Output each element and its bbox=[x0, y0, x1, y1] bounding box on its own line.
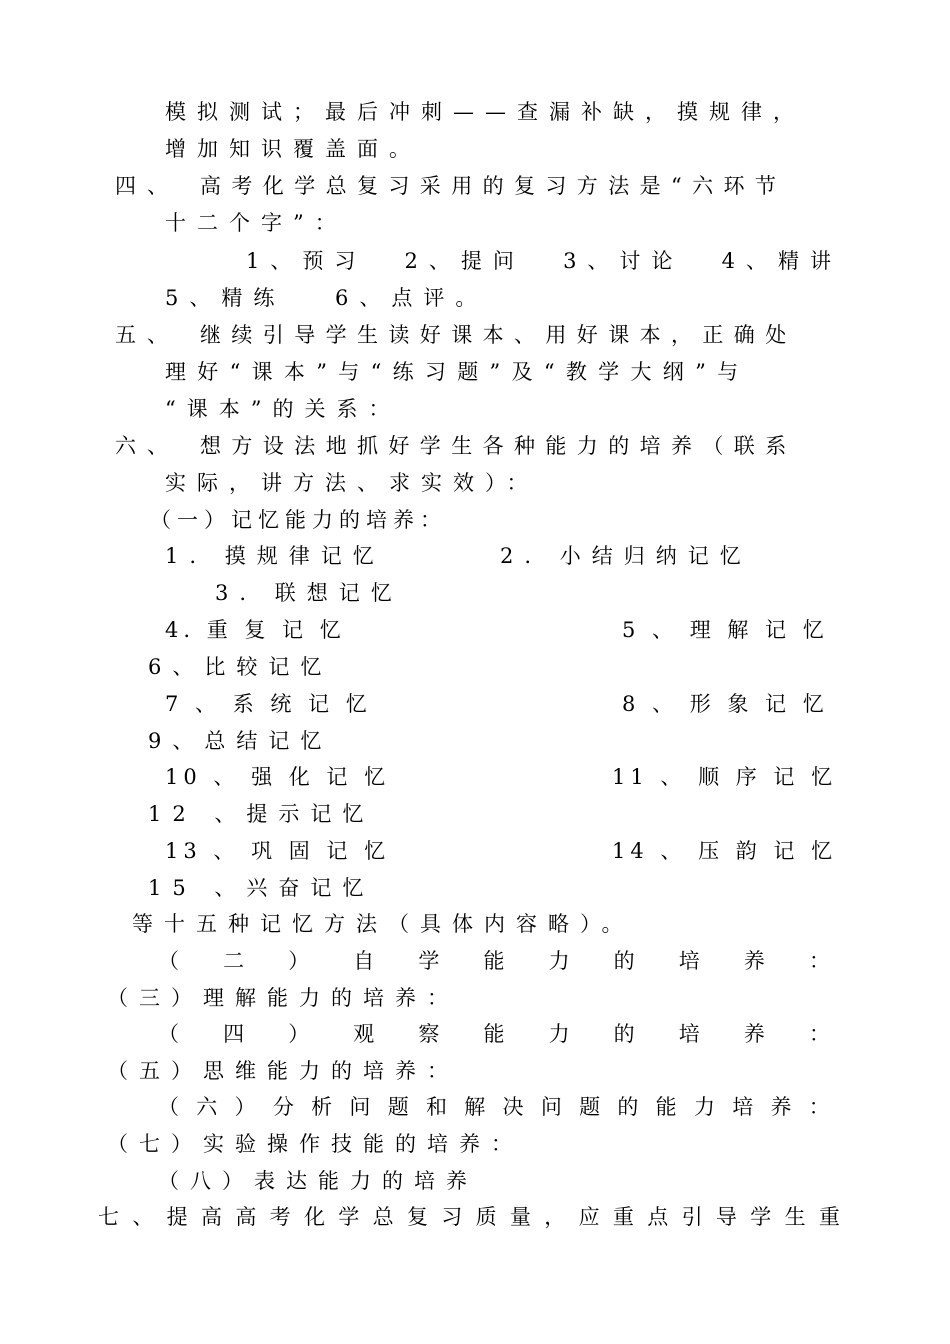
char: ） bbox=[234, 1095, 256, 1119]
char: ， bbox=[544, 1205, 566, 1229]
section-heading bbox=[98, 1204, 840, 1230]
char: 学 bbox=[338, 1205, 360, 1229]
char: 的 bbox=[613, 949, 635, 973]
char: （ bbox=[158, 949, 179, 973]
char: 导 bbox=[715, 1205, 737, 1229]
list-row bbox=[246, 248, 842, 274]
list-item: 6、比较记忆 bbox=[148, 655, 333, 679]
text-line: 等十五种记忆方法（具体内容略）。 bbox=[132, 912, 634, 936]
list-item: 9、总结记忆 bbox=[148, 729, 333, 753]
char: 、 bbox=[132, 1205, 154, 1229]
char: 决 bbox=[502, 1095, 524, 1119]
char: 观 bbox=[353, 1022, 375, 1046]
list-item: 8 、 形 象 记 忆 bbox=[622, 692, 829, 716]
char: 题 bbox=[579, 1095, 601, 1119]
text-line: “课本”的关系： bbox=[165, 397, 401, 421]
subsection-heading bbox=[158, 1021, 830, 1047]
char: 培 bbox=[678, 949, 700, 973]
char: 培 bbox=[678, 1022, 700, 1046]
char: 六 bbox=[196, 1095, 218, 1119]
char: 力 bbox=[548, 1022, 570, 1046]
text-line: 实际，讲方法、求实效）： bbox=[165, 471, 539, 495]
text-line: 增加知识覆盖面。 bbox=[165, 137, 421, 161]
char: 题 bbox=[387, 1095, 409, 1119]
list-item: 4. 重 复 记 忆 bbox=[165, 618, 346, 642]
list-item: 1、预习 bbox=[246, 249, 367, 273]
section-heading: 想方设法地抓好学生各种能力的培养（联系 bbox=[200, 434, 797, 458]
char: 学 bbox=[750, 1205, 772, 1229]
char: 应 bbox=[578, 1205, 600, 1229]
char: 培 bbox=[732, 1095, 754, 1119]
text-line: 十二个字”： bbox=[165, 211, 347, 235]
subsection-heading: （五）思维能力的培养： bbox=[107, 1059, 459, 1083]
char: 的 bbox=[617, 1095, 639, 1119]
char: 问 bbox=[540, 1095, 562, 1119]
char: 生 bbox=[784, 1205, 806, 1229]
char: 能 bbox=[483, 949, 505, 973]
char: 考 bbox=[269, 1205, 291, 1229]
char: 高 bbox=[200, 1205, 222, 1229]
section-number: 四、 bbox=[115, 174, 179, 198]
char: 总 bbox=[372, 1205, 394, 1229]
subsection-heading bbox=[158, 1094, 830, 1120]
list-item: 15 、兴奋记忆 bbox=[148, 876, 375, 900]
text-line: 模拟测试；最后冲刺——查漏补缺，摸规律， bbox=[165, 100, 805, 124]
list-item: 7 、 系 统 记 忆 bbox=[165, 692, 372, 716]
char: 能 bbox=[483, 1022, 505, 1046]
char: 量 bbox=[509, 1205, 531, 1229]
char: 七 bbox=[98, 1205, 119, 1229]
subsection-heading: （一）记忆能力的培养： bbox=[150, 508, 447, 532]
char: （ bbox=[158, 1022, 179, 1046]
char: 化 bbox=[303, 1205, 325, 1229]
subsection-heading: （三）理解能力的培养： bbox=[107, 986, 459, 1010]
section-number: 六、 bbox=[115, 434, 179, 458]
char: 析 bbox=[311, 1095, 333, 1119]
char: 解 bbox=[464, 1095, 486, 1119]
list-item: 12 、提示记忆 bbox=[148, 802, 375, 826]
char: 养 bbox=[743, 1022, 765, 1046]
char: 养 bbox=[770, 1095, 792, 1119]
char: 点 bbox=[647, 1205, 669, 1229]
list-item: 11 、 顺 序 记 忆 bbox=[612, 765, 838, 789]
subsection-heading bbox=[158, 948, 830, 974]
char: 习 bbox=[441, 1205, 463, 1229]
subsection-heading: （七）实验操作技能的培养： bbox=[107, 1132, 523, 1156]
char: 养 bbox=[743, 949, 765, 973]
char: （ bbox=[158, 1095, 179, 1119]
char: 高 bbox=[235, 1205, 257, 1229]
char: ： bbox=[808, 1095, 830, 1119]
char: ： bbox=[808, 949, 830, 973]
text-line: 理好“课本”与“练习题”及“教学大纲”与 bbox=[165, 360, 750, 384]
char: 问 bbox=[349, 1095, 371, 1119]
char: 的 bbox=[613, 1022, 635, 1046]
list-item: 10 、 强 化 记 忆 bbox=[165, 765, 391, 789]
char: 引 bbox=[681, 1205, 703, 1229]
char: 自 bbox=[353, 949, 375, 973]
char: 提 bbox=[166, 1205, 188, 1229]
list-item: 13 、 巩 固 记 忆 bbox=[165, 839, 391, 863]
char: ） bbox=[288, 1022, 310, 1046]
char: 复 bbox=[406, 1205, 428, 1229]
list-item: 2、提问 bbox=[404, 249, 525, 273]
char: 学 bbox=[418, 949, 440, 973]
char: 质 bbox=[475, 1205, 497, 1229]
char: 能 bbox=[655, 1095, 677, 1119]
char: 四 bbox=[223, 1022, 245, 1046]
list-row: 5、精练 6、点评。 bbox=[165, 286, 488, 310]
char: ： bbox=[808, 1022, 830, 1046]
list-item: 14 、 压 韵 记 忆 bbox=[612, 839, 838, 863]
list-item: 5 、 理 解 记 忆 bbox=[622, 618, 829, 642]
char: ） bbox=[288, 949, 310, 973]
char: 重 bbox=[612, 1205, 634, 1229]
char: 力 bbox=[548, 949, 570, 973]
list-item: 2. 小结归纳记忆 bbox=[500, 544, 752, 568]
char: 重 bbox=[818, 1205, 840, 1229]
char: 分 bbox=[272, 1095, 294, 1119]
char: 和 bbox=[425, 1095, 447, 1119]
section-number: 五、 bbox=[115, 323, 179, 347]
list-item: 3. 联想记忆 bbox=[215, 581, 403, 605]
list-item: 4、精讲 bbox=[721, 249, 842, 273]
list-item: 1. 摸规律记忆 bbox=[165, 544, 385, 568]
subsection-heading: （八）表达能力的培养 bbox=[158, 1169, 478, 1193]
section-heading: 继续引导学生读好课本、用好课本，正确处 bbox=[200, 323, 797, 347]
char: 二 bbox=[223, 949, 245, 973]
char: 力 bbox=[693, 1095, 715, 1119]
section-heading: 高考化学总复习采用的复习方法是“六环节 bbox=[200, 174, 787, 198]
list-item: 3、讨论 bbox=[563, 249, 684, 273]
char: 察 bbox=[418, 1022, 440, 1046]
